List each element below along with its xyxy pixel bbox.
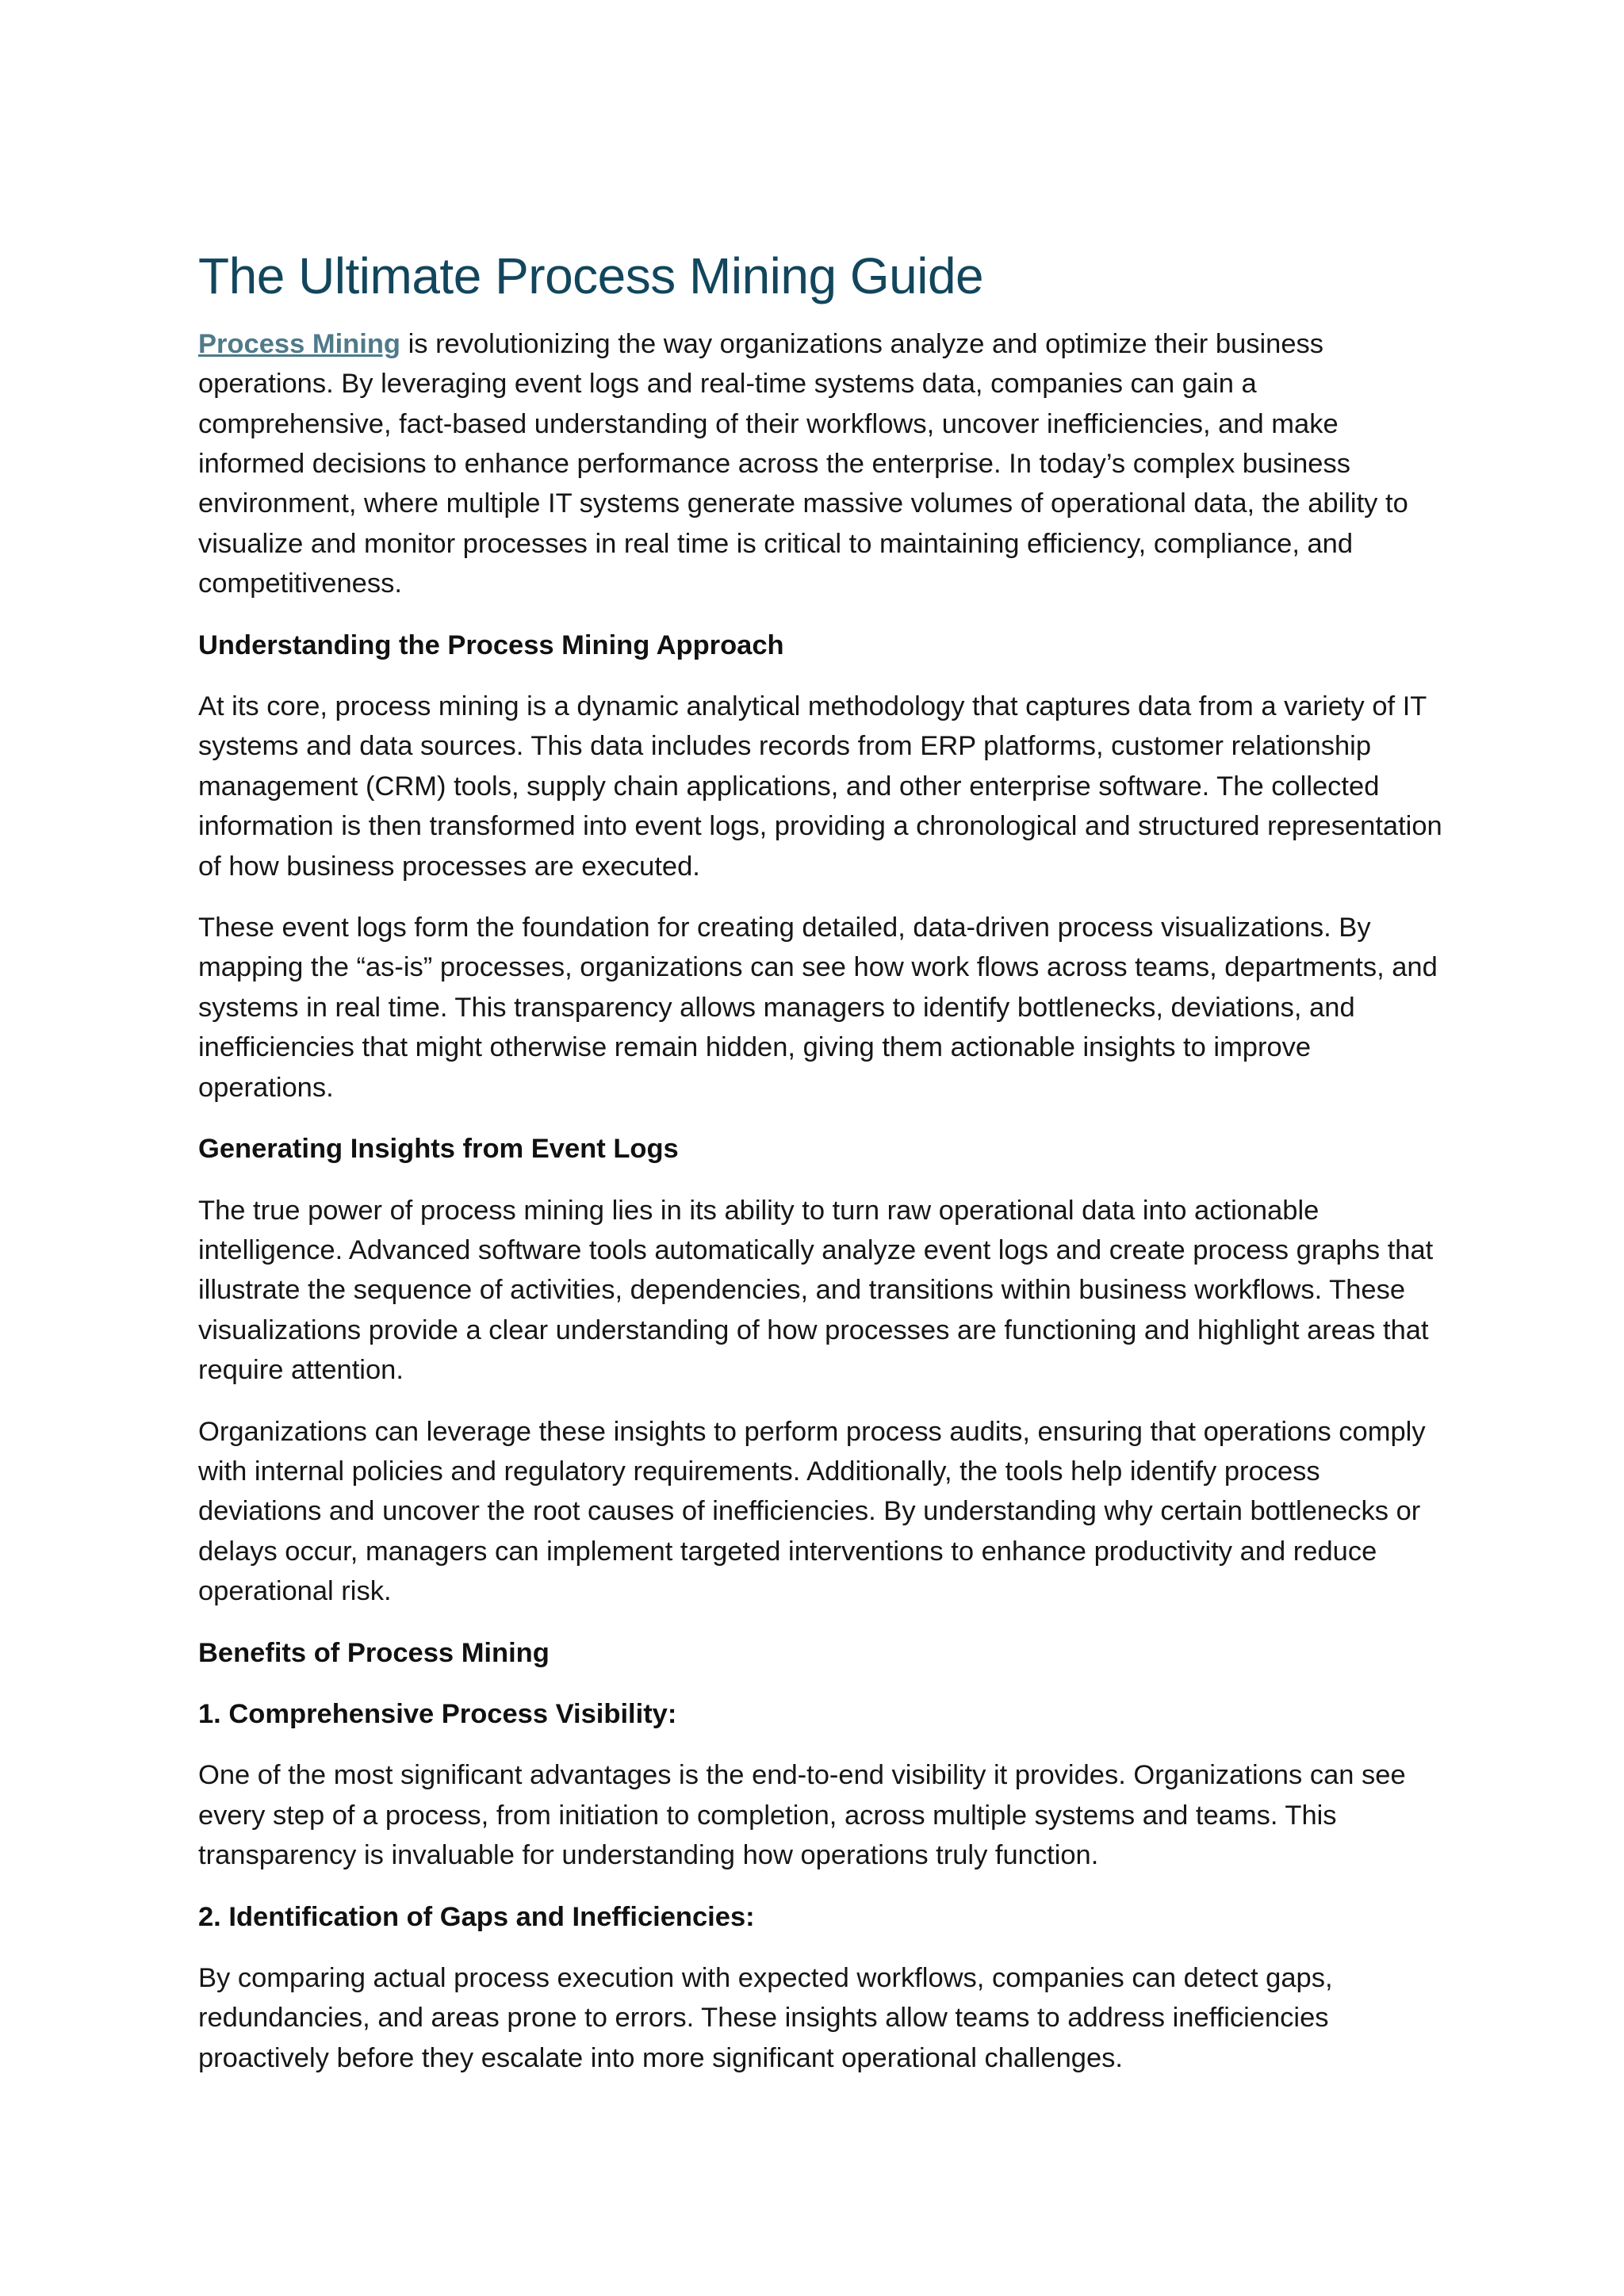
approach-paragraph-1: At its core, process mining is a dynamic analytical methodology that captures data from a variety of IT systems and data sources. This data includes records from ERP platforms, customer relationship management (CRM) tools, supply chain applications, and other enterprise software. The collected information is then transformed into event logs, providing a chronological and structured representation of how business processes are executed. [198, 691, 1442, 882]
document-title: The Ultimate Process Mining Guide [198, 247, 984, 304]
section-heading-benefits: Benefits of Process Mining [198, 1637, 550, 1668]
intro-text: is revolutionizing the way organizations analyze and optimize their business operations. By leveraging event logs and real-time systems data, companies can gain a comprehensive, fact-based understanding of their workflows, uncover inefficiencies, and make informed decisions to enhance performance across the enterprise. In today’s complex business environment, where multiple IT systems generate massive volumes of operational data, the ability to visualize and monitor processes in real time is critical to maintaining efficiency, compliance, and competitiveness. [198, 328, 1408, 599]
benefit-text-visibility: One of the most significant advantages is the end-to-end visibility it provides. Organizations can see every step of a process, from initiation to completion, across multiple systems and teams. This transparency is invaluable for understanding how operations truly function. [198, 1760, 1406, 1871]
insights-paragraph-2: Organizations can leverage these insights to perform process audits, ensuring that operations comply with internal policies and regulatory requirements. Additionally, the tools help identify process deviations and uncover the root causes of inefficiencies. By understanding why certain bottlenecks or delays occur, managers can implement targeted interventions to enhance productivity and reduce operational risk. [198, 1416, 1426, 1607]
intro-paragraph [198, 324, 1447, 604]
process-mining-link[interactable]: Process Mining [198, 328, 400, 359]
section-heading-insights: Generating Insights from Event Logs [198, 1134, 679, 1165]
section-heading-approach: Understanding the Process Mining Approach [198, 629, 784, 660]
insights-paragraph-1: The true power of process mining lies in its ability to turn raw operational data into actionable intelligence. Advanced software tools automatically analyze event logs and create process graphs that illustrate the sequence of activities, dependencies, and transitions within business workflows. These visualizations provide a clear understanding of how processes are functioning and highlight areas that require attention. [198, 1195, 1434, 1386]
benefit-heading-gaps: 2. Identification of Gaps and Inefficiencies: [198, 1901, 755, 1932]
benefit-text-gaps: By comparing actual process execution with expected workflows, companies can detect gaps, redundancies, and areas prone to errors. These insights allow teams to address inefficiencies proactively before they escalate into more significant operational challenges. [198, 1963, 1333, 2073]
approach-paragraph-2: These event logs form the foundation for creating detailed, data-driven process visualizations. By mapping the “as-is” processes, organizations can see how work flows across teams, departments, and systems in real time. This transparency allows managers to identify bottlenecks, deviations, and inefficiencies that might otherwise remain hidden, giving them actionable insights to improve operations. [198, 913, 1438, 1103]
document-page [198, 246, 1447, 2099]
benefit-heading-visibility: 1. Comprehensive Process Visibility: [198, 1698, 677, 1729]
